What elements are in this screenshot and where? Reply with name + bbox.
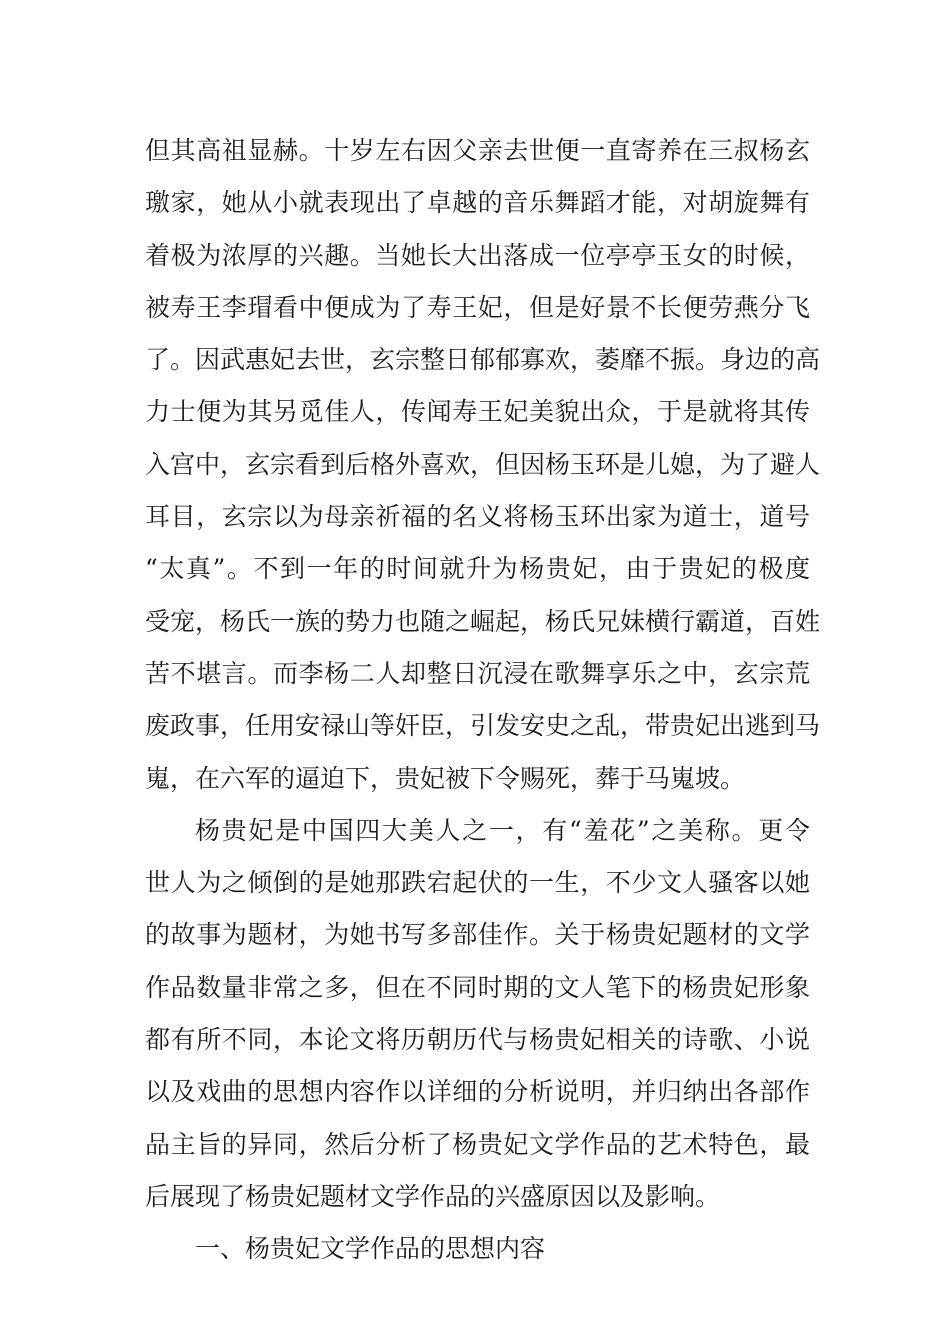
text-line: 后展现了杨贵妃题材文学作品的兴盛原因以及影响。 [145,1181,721,1211]
text-line: 着极为浓厚的兴趣。当她长大出落成一位亭亭玉女的时候， [145,240,810,270]
text-line: 嵬，在六军的逼迫下，贵妃被下令赐死，葬于马嵬坡。 [145,763,746,793]
text-line: 以及戏曲的思想内容作以详细的分析说明，并归纳出各部作 [145,1077,810,1107]
text-line: 耳目，玄宗以为母亲祈福的名义将杨玉环出家为道士，道号 [145,502,810,532]
text-line: 被寿王李瑁看中便成为了寿王妃，但是好景不长便劳燕分飞 [145,292,810,322]
text-line: 作品数量非常之多，但在不同时期的文人笔下的杨贵妃形象 [145,972,810,1002]
section-heading: 一、杨贵妃文学作品的思想内容 [195,1234,546,1264]
text-line: 都有所不同，本论文将历朝历代与杨贵妃相关的诗歌、小说 [145,1025,810,1055]
text-line: 但其高祖显赫。十岁左右因父亲去世便一直寄养在三叔杨玄 [145,136,810,165]
text-line: 品主旨的异同，然后分析了杨贵妃文学作品的艺术特色，最 [145,1129,810,1159]
paragraph-1 [145,125,821,805]
text-line: “太真”。不到一年的时间就升为杨贵妃，由于贵妃的极度 [145,554,810,584]
text-line: 世人为之倾倒的是她那跌宕起伏的一生，不少文人骚客以她 [145,868,810,898]
text-line: 璬家，她从小就表现出了卓越的音乐舞蹈才能，对胡旋舞有 [145,188,810,218]
text-line: 受宠，杨氏一族的势力也随之崛起，杨氏兄妹横行霸道，百姓 [145,606,821,636]
text-line: 杨贵妃是中国四大美人之一，有“羞花”之美称。更令 [195,815,810,845]
document-body [145,125,821,1276]
paragraph-2 [145,805,810,1223]
text-line: 苦不堪言。而李杨二人却整日沉浸在歌舞享乐之中，玄宗荒 [145,658,810,688]
text-line: 入宫中，玄宗看到后格外喜欢，但因杨玉环是儿媳，为了避人 [145,449,821,479]
text-line: 废政事，任用安禄山等奸臣，引发安史之乱，带贵妃出逃到马 [145,711,821,741]
text-line: 力士便为其另觅佳人，传闻寿王妃美貌出众，于是就将其传 [145,397,810,427]
text-line: 的故事为题材，为她书写多部佳作。关于杨贵妃题材的文学 [145,920,810,950]
text-line: 了。因武惠妃去世，玄宗整日郁郁寡欢，萎靡不振。身边的高 [145,345,821,375]
